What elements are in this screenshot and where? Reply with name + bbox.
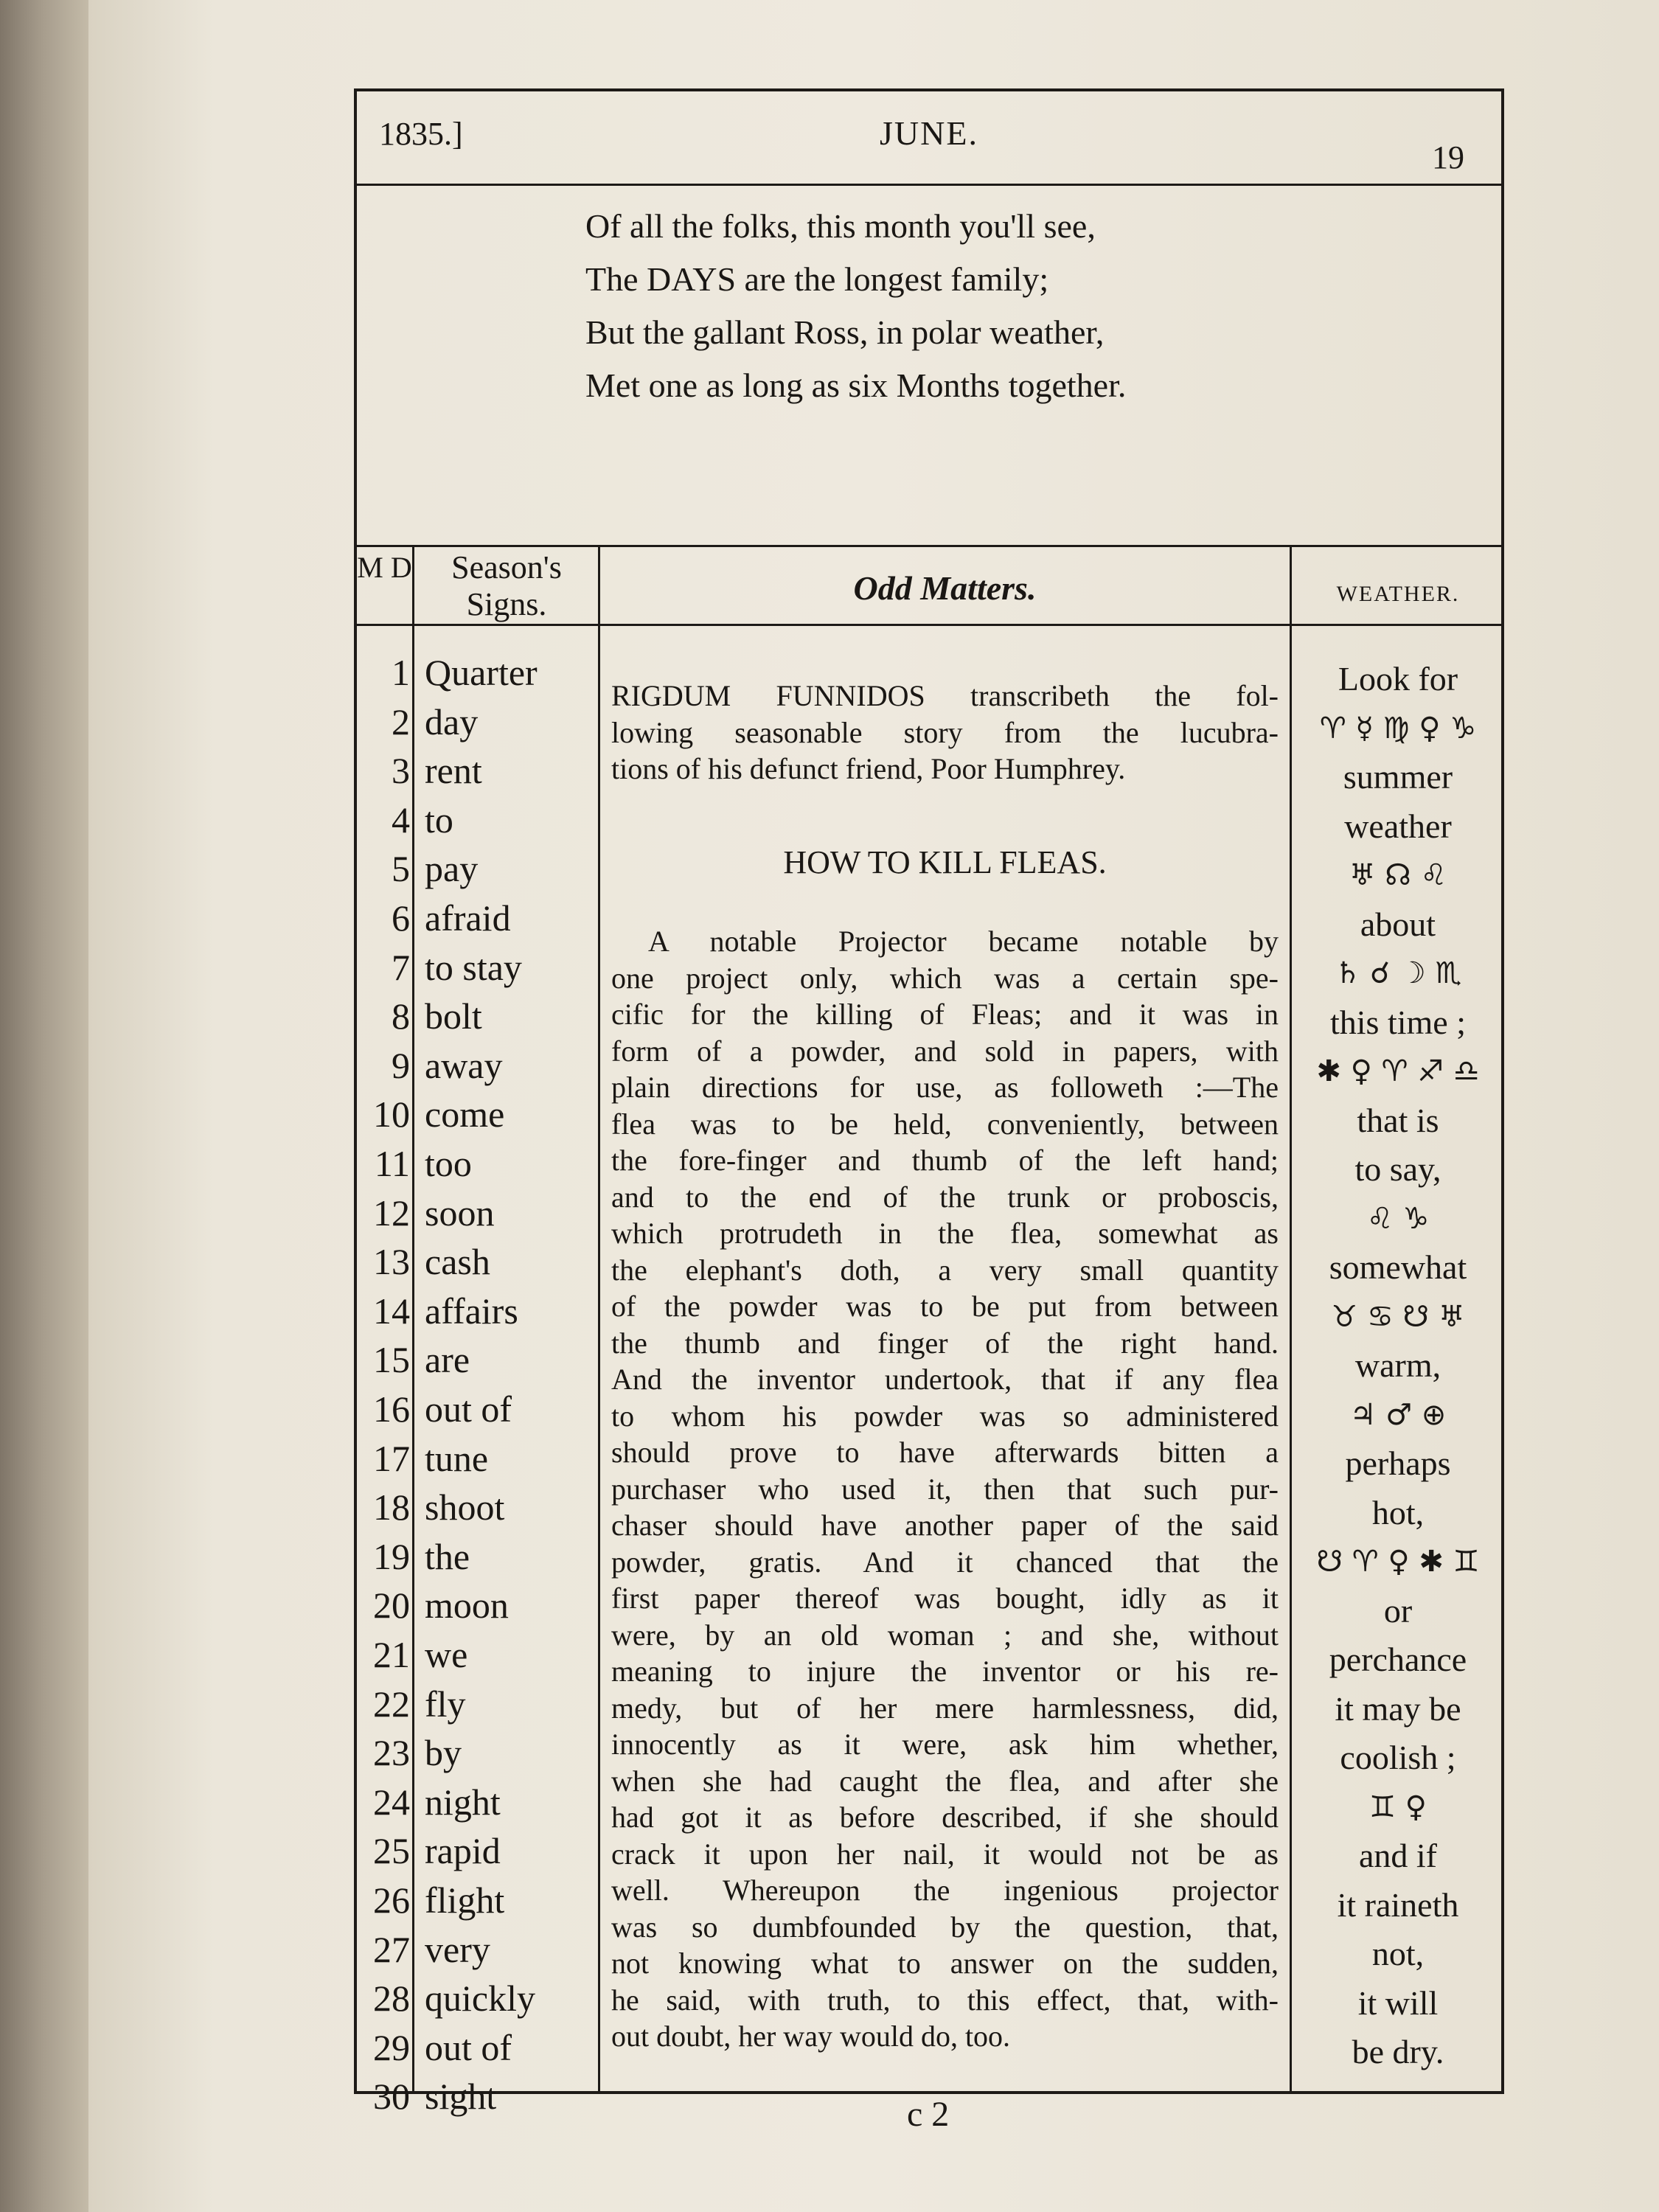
intro-line: RIGDUM FUNNIDOS transcribeth the fol- bbox=[611, 679, 1279, 712]
day-number: 18 bbox=[373, 1486, 410, 1528]
weather-line: about bbox=[1360, 905, 1436, 943]
season-sign-word: flight bbox=[425, 1879, 505, 1921]
season-sign-word: are bbox=[425, 1339, 470, 1381]
column-header-signs: Season's Signs. bbox=[414, 545, 599, 626]
column-divider bbox=[412, 545, 414, 2091]
season-sign-word: very bbox=[425, 1928, 490, 1970]
season-sign-word: rapid bbox=[425, 1830, 501, 1872]
story-line: powder, gratis. And it chanced that the bbox=[611, 1545, 1279, 1579]
day-number: 6 bbox=[392, 897, 410, 939]
weather-line: somewhat bbox=[1329, 1248, 1467, 1286]
weather-line: hot, bbox=[1371, 1493, 1425, 1531]
book-gutter bbox=[0, 0, 96, 2212]
season-sign-word: afraid bbox=[425, 897, 511, 939]
story-line: of the powder was to be put from between bbox=[611, 1290, 1279, 1323]
weather-line: weather bbox=[1344, 807, 1452, 845]
weather-line: ♄ ☌ ☽ ♏ bbox=[1334, 956, 1462, 990]
day-number: 4 bbox=[392, 799, 410, 841]
column-header-md: M D bbox=[357, 545, 412, 626]
story-line: chaser should have another paper of the said bbox=[611, 1509, 1279, 1542]
verse-line: Met one as long as six Months together. bbox=[585, 366, 1127, 404]
day-number: 21 bbox=[373, 1634, 410, 1675]
season-sign-word: pay bbox=[425, 848, 479, 890]
day-number: 19 bbox=[373, 1535, 410, 1577]
story-line: and to the end of the trunk or proboscis, bbox=[611, 1180, 1279, 1214]
day-number: 23 bbox=[373, 1732, 410, 1774]
season-sign-word: sight bbox=[425, 2076, 497, 2118]
day-number: 30 bbox=[373, 2076, 410, 2118]
story-text bbox=[611, 923, 1279, 2055]
column-header-weather: WEATHER. bbox=[1292, 545, 1504, 626]
day-number: 25 bbox=[373, 1830, 410, 1872]
day-number: 24 bbox=[373, 1781, 410, 1823]
season-sign-word: the bbox=[425, 1535, 470, 1577]
season-sign-word: come bbox=[425, 1093, 505, 1135]
season-sign-word: day bbox=[425, 700, 479, 742]
signature-mark: c 2 bbox=[907, 2095, 950, 2134]
weather-line: ♈ ☿ ♍ ♀ ♑ bbox=[1319, 711, 1477, 745]
weather-line: Look for bbox=[1338, 660, 1458, 698]
story-line: out doubt, her way would do, too. bbox=[611, 2020, 1011, 2053]
intro-line: lowing seasonable story from the lucubra- bbox=[611, 715, 1279, 749]
season-sign-word: bolt bbox=[425, 995, 482, 1037]
weather-line: coolish ; bbox=[1340, 1739, 1456, 1776]
story-line: flea was to be held, conveniently, between bbox=[611, 1107, 1279, 1141]
weather-line: this time ; bbox=[1330, 1003, 1466, 1041]
day-number: 27 bbox=[373, 1928, 410, 1970]
day-number: 12 bbox=[373, 1192, 410, 1234]
intro-line: tions of his defunct friend, Poor Humphrey. bbox=[611, 752, 1126, 785]
verse-block bbox=[357, 184, 1501, 547]
story-line: not knowing what to answer on the sudden, bbox=[611, 1947, 1279, 1980]
season-sign-word: away bbox=[425, 1044, 503, 1086]
story-line: should prove to have afterwards bitten a bbox=[611, 1436, 1279, 1469]
odd-matters-intro bbox=[611, 678, 1279, 787]
story-line: form of a powder, and sold in papers, with bbox=[611, 1034, 1279, 1068]
story-line: And the inventor undertook, that if any flea bbox=[611, 1363, 1279, 1396]
story-line: first paper thereof was bought, idly as it bbox=[611, 1582, 1279, 1615]
story-line: well. Whereupon the ingenious projector bbox=[611, 1874, 1279, 1907]
day-number: 11 bbox=[374, 1143, 410, 1184]
season-sign-word: quickly bbox=[425, 1978, 535, 2020]
weather-line: ✱ ♀ ♈ ♐ ♎ bbox=[1316, 1054, 1480, 1088]
story-line: the fore-finger and thumb of the left hand; bbox=[611, 1144, 1279, 1177]
story-title: HOW TO KILL FLEAS. bbox=[783, 844, 1107, 880]
weather-line: it raineth bbox=[1337, 1885, 1459, 1924]
season-sign-word: moon bbox=[425, 1585, 509, 1627]
story-line: one project only, which was a certain spe- bbox=[611, 961, 1279, 995]
story-line: meaning to injure the inventor or his re- bbox=[611, 1655, 1279, 1688]
day-number: 13 bbox=[373, 1241, 410, 1283]
verse-line: But the gallant Ross, in polar weather, bbox=[585, 313, 1105, 351]
weather-line: ☋ ♈ ♀ ✱ ♊ bbox=[1316, 1545, 1480, 1579]
story-line: which protrudeth in the flea, somewhat as bbox=[611, 1217, 1279, 1250]
day-number: 1 bbox=[392, 652, 410, 693]
season-sign-word: out of bbox=[425, 2026, 512, 2068]
story-line: cific for the killing of Fleas; and it was in bbox=[611, 998, 1279, 1031]
story-line: the thumb and finger of the right hand. bbox=[611, 1326, 1279, 1360]
day-number: 5 bbox=[392, 848, 410, 890]
story-line: he said, with truth, to this effect, that, with- bbox=[611, 1983, 1279, 2017]
story-line: medy, but of her mere harmlessness, did, bbox=[611, 1691, 1279, 1725]
weather-line: perhaps bbox=[1345, 1444, 1451, 1482]
story-line: had got it as before described, if she should bbox=[611, 1801, 1279, 1834]
season-sign-word: to bbox=[425, 799, 453, 841]
weather-line: be dry. bbox=[1352, 2033, 1444, 2070]
day-number: 2 bbox=[392, 700, 410, 742]
season-sign-word: night bbox=[425, 1781, 501, 1823]
verse-line: Of all the folks, this month you'll see, bbox=[585, 207, 1096, 245]
day-number: 15 bbox=[373, 1339, 410, 1381]
day-number: 16 bbox=[373, 1388, 410, 1430]
day-number: 22 bbox=[373, 1683, 410, 1725]
weather-line: it may be bbox=[1335, 1689, 1461, 1728]
year-label: 1835.] bbox=[379, 116, 463, 152]
weather-line: or bbox=[1383, 1591, 1413, 1630]
weather-line: ♉ ♋ ☋ ♅ bbox=[1331, 1299, 1465, 1334]
page-number: 19 bbox=[1432, 139, 1464, 175]
story-line: A notable Projector became notable by bbox=[648, 925, 1279, 958]
story-line: was so dumbfounded by the question, that, bbox=[611, 1910, 1279, 1944]
story-line: innocently as it were, ask him whether, bbox=[611, 1728, 1279, 1761]
weather-line: ♌ ♑ bbox=[1366, 1201, 1430, 1236]
season-sign-word: fly bbox=[425, 1683, 466, 1725]
weather-line: perchance bbox=[1329, 1641, 1467, 1678]
season-sign-word: we bbox=[425, 1634, 468, 1675]
story-line: purchaser who used it, then that such pur- bbox=[611, 1472, 1279, 1506]
day-number: 9 bbox=[392, 1044, 410, 1086]
day-number: 26 bbox=[373, 1879, 410, 1921]
season-sign-word: shoot bbox=[425, 1486, 505, 1528]
weather-line: ♊ ♀ bbox=[1369, 1790, 1427, 1824]
season-sign-word: to stay bbox=[425, 946, 522, 988]
weather-line: summer bbox=[1343, 758, 1453, 796]
weather-line: warm, bbox=[1354, 1346, 1441, 1384]
story-line: to whom his powder was so administered bbox=[611, 1399, 1279, 1433]
day-number: 8 bbox=[392, 995, 410, 1037]
verse-line: The DAYS are the longest family; bbox=[585, 260, 1049, 298]
season-sign-word: cash bbox=[425, 1241, 490, 1283]
season-sign-word: by bbox=[425, 1732, 462, 1774]
day-number: 20 bbox=[373, 1585, 410, 1627]
header-row bbox=[357, 91, 1501, 186]
weather-line: to say, bbox=[1354, 1150, 1441, 1188]
story-line: crack it upon her nail, it would not be as bbox=[611, 1837, 1279, 1871]
weather-line: that is bbox=[1357, 1101, 1439, 1139]
day-number: 7 bbox=[392, 946, 410, 988]
season-sign-word: tune bbox=[425, 1437, 489, 1479]
column-header-odd-matters: Odd Matters. bbox=[600, 545, 1290, 626]
story-line: were, by an old woman ; and she, without bbox=[611, 1618, 1279, 1652]
weather-line: ♃ ♂ ⊕ bbox=[1349, 1397, 1447, 1432]
weather-line: it will bbox=[1357, 1983, 1439, 2022]
season-sign-word: Quarter bbox=[425, 652, 538, 693]
weather-line: not, bbox=[1371, 1935, 1425, 1972]
day-number: 17 bbox=[373, 1437, 410, 1479]
day-number: 28 bbox=[373, 1978, 410, 2020]
season-sign-word: too bbox=[425, 1143, 472, 1184]
story-line: plain directions for use, as followeth :—The bbox=[611, 1071, 1279, 1104]
season-sign-word: rent bbox=[425, 750, 482, 792]
almanac-page bbox=[88, 0, 1659, 2212]
day-number: 29 bbox=[373, 2026, 410, 2068]
season-sign-word: out of bbox=[425, 1388, 512, 1430]
story-line: the elephant's doth, a very small quantity bbox=[611, 1253, 1279, 1287]
day-number: 14 bbox=[373, 1290, 410, 1332]
season-sign-word: soon bbox=[425, 1192, 495, 1234]
season-sign-word: affairs bbox=[425, 1290, 518, 1332]
month-title: JUNE. bbox=[880, 114, 978, 152]
story-line: when she had caught the flea, and after she bbox=[611, 1764, 1279, 1798]
day-number: 10 bbox=[373, 1093, 410, 1135]
weather-line: ♅ ☊ ♌ bbox=[1349, 858, 1447, 892]
day-number: 3 bbox=[392, 750, 410, 792]
weather-line: and if bbox=[1358, 1837, 1437, 1874]
